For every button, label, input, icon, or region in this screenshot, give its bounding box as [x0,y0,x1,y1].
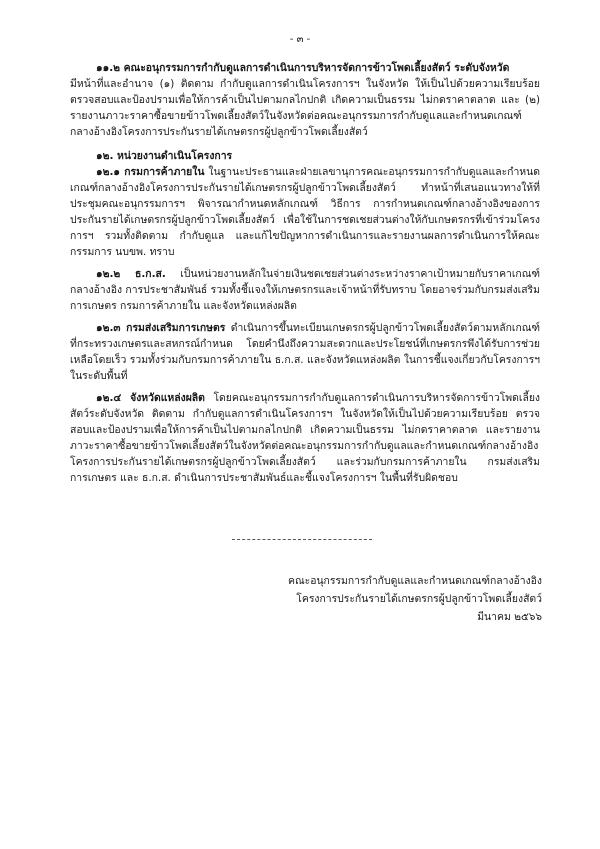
section-11-2-title: ๑๑.๒ คณะอนุกรรมการกำกับดูแลการดำเนินการบริหารจัดการข้าวโพดเลี้ยงสัตว์ ระดับจังหวัด [96,62,510,74]
signature-date: มีนาคม ๒๕๖๖ [477,611,542,623]
item-12-3 [70,320,540,384]
section-12-title: ๑๒. หน่วยงานดำเนินโครงการ [96,150,233,162]
signature-project: โครงการประกันรายได้เกษตรกรผู้ปลูกข้าวโพดเลี้ยงสัตว์ [296,593,542,605]
signature-committee: คณะอนุกรรมการกำกับดูแลและกำหนดเกณฑ์กลางอ้างอิง [288,575,542,587]
item-12-1 [70,164,540,260]
item-12-3-text: ดำเนินการขึ้นทะเบียนเกษตรกรผู้ปลูกข้าวโพดเลี้ยงสัตว์ตามหลักเกณฑ์ที่กระทรวงเกษตรและสหกรณ์กำหนด โดยคำนึงถึงความสะดวกและประโยชน์ที่เกษตรกรพึงได้รับการช่วยเหลือโดยเร็ว รวมทั้งร่วมกับกรมการค้าภายใน ธ.ก.ส. และจังหวัดแหล่งผลิต ในการชี้แจงเกี่ยวกับโครงการฯ ในระดับพื้นที่ [70,322,540,382]
section-11-2-heading [70,60,540,76]
item-12-4-lead: ๑๒.๔ จังหวัดแหล่งผลิต [96,392,205,404]
item-12-1-lead: ๑๒.๑ กรมการค้าภายใน [96,166,205,178]
page-number: - ๓ - [289,34,311,45]
item-12-4 [70,390,540,486]
signature-block [282,572,542,626]
item-12-2-text: เป็นหน่วยงานหลักในจ่ายเงินชดเชยส่วนต่างระหว่างราคาเป้าหมายกับราคาเกณฑ์กลางอ้างอิง การประชาสัมพันธ์ รวมทั้งชี้แจงให้เกษตรกรและเจ้าหน้าที่รับทราบ โดยอาจร่วมกับกรมส่งเสริมการเกษตร กรมการค้าภายใน และจังหวัดแหล่งผลิต [70,268,540,312]
item-12-1-text: ในฐานะประธานและฝ่ายเลขานุการคณะอนุกรรมการกำกับดูแลและกำหนดเกณฑ์กลางอ้างอิงโครงการประกันรายได้เกษตรกรผู้ปลูกข้าวโพดเลี้ยงสัตว์ ทำหน้าที่เสนอแนวทางให้ที่ประชุมคณะอนุกรรมการฯ พิจารณากำหนดหลักเกณฑ์ วิธีการ การกำหนดเกณฑ์กลางอ้างอิงของการประกันรายได้เกษตรกรผู้ปลูกข้าวโพดเลี้ยงสัตว์ เพื่อใช้ในการชดเชยส่วนต่างให้กับเกษตรกรที่เข้าร่วมโครงการฯ รวมทั้งติดตาม กำกับดูแล และแก้ไขปัญหาการดำเนินการและรายงานผลการดำเนินการให้คณะกรรมการ นบขพ. ทราบ [70,166,540,258]
document-body [70,60,540,486]
section-12-heading [70,148,540,164]
section-11-2-body: มีหน้าที่และอำนาจ (๑) ติดตาม กำกับดูแลการดำเนินโครงการฯ ในจังหวัด ให้เป็นไปด้วยความเรียบร้อย ตรวจสอบและป้องปรามเพื่อให้การค้าเป็นไปตามกลไกปกติ เกิดความเป็นธรรม ไม่กดราคาตลาด และ (๒) รายงานภาวะราคาซื้อขายข้าวโพดเลี้ยงสัตว์ในจังหวัดต่อคณะอนุกรรมการกำกับดูแลและกำหนดเกณฑ์กลางอ้างอิงโครงการประกันรายได้เกษตรกรผู้ปลูกข้าวโพดเลี้ยงสัตว์ [70,78,540,138]
item-12-3-lead: ๑๒.๓ กรมส่งเสริมการเกษตร [96,322,226,334]
item-12-4-text: โดยคณะอนุกรรมการกำกับดูแลการดำเนินการบริหารจัดการข้าวโพดเลี้ยงสัตว์ระดับจังหวัด ติดตาม กำกับดูแลการดำเนินโครงการฯ ในจังหวัดให้เป็นไปด้วยความเรียบร้อย ตรวจสอบและป้องปรามเพื่อให้การค้าเป็นไปตามกลไกปกติ เกิดความเป็นธรรม ไม่กดราคาตลาด และรายงานภาวะราคาซื้อขายข้าวโพดเลี้ยงสัตว์ในจังหวัดต่อคณะอนุกรรมการกำกับดูแลและกำหนดเกณฑ์กลางอ้างอิงโครงการประกันรายได้เกษตรกรผู้ปลูกข้าวโพดเลี้ยงสัตว์ และร่วมกับกรมการค้าภายใน กรมส่งเสริมการเกษตร และ ธ.ก.ส. ดำเนินการประชาสัมพันธ์และชี้แจงโครงการฯ ในพื้นที่รับผิดชอบ [70,392,540,484]
item-12-2 [70,266,540,314]
divider-line [232,539,372,540]
item-12-2-lead: ๑๒.๒ ธ.ก.ส. [96,268,166,280]
